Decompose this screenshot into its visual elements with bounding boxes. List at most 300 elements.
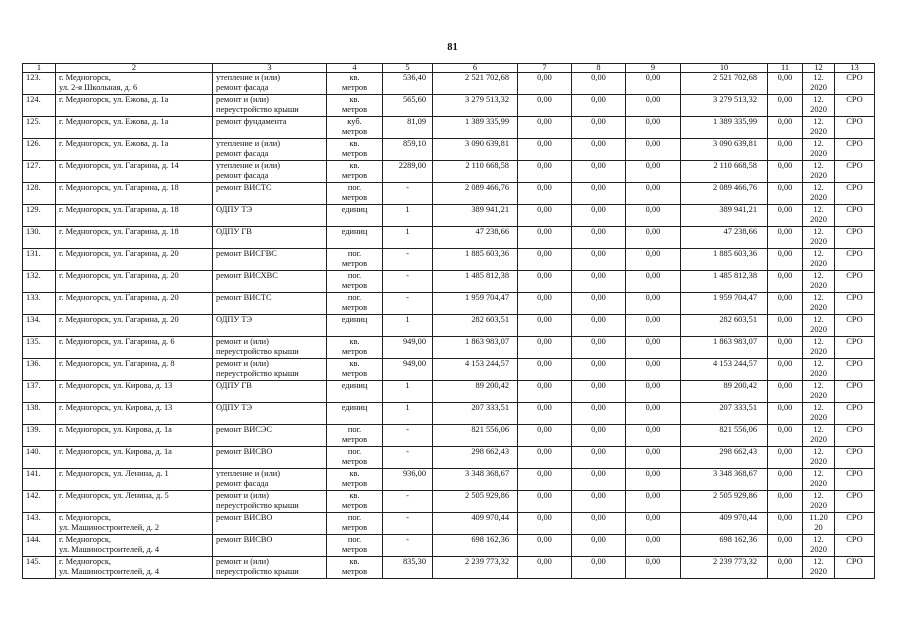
completion-date-line: 2020: [810, 566, 827, 576]
completion-date-cell: [803, 117, 835, 139]
work-type-cell: [213, 315, 327, 337]
fund-method-cell: СРО: [835, 271, 875, 293]
column-number-header: [23, 64, 875, 73]
row-number-cell: 129.: [23, 205, 56, 227]
local-budget-cell: 0,00: [626, 271, 681, 293]
address-line: г. Медногорск, ул. Гагарина, д. 6: [59, 337, 175, 346]
header-cell: 9: [626, 64, 681, 73]
fund-method-cell: СРО: [835, 491, 875, 513]
fund-method-cell: СРО: [835, 183, 875, 205]
unit-cell: [327, 249, 383, 271]
owners-funds-cell: 3 090 639,81: [681, 139, 768, 161]
budget-cell: 0,00: [572, 315, 626, 337]
completion-date-line: 12.: [813, 359, 824, 368]
total-cost-cell: 207 333,51: [433, 403, 518, 425]
fund-cell: 0,00: [518, 381, 572, 403]
table-row: [23, 491, 875, 513]
fund-method-cell: СРО: [835, 227, 875, 249]
completion-date-line: 2020: [810, 280, 827, 290]
quantity-cell: -: [383, 535, 433, 557]
completion-date-cell: [803, 359, 835, 381]
owners-funds-cell: 1 485 812,38: [681, 271, 768, 293]
fund-cell: 0,00: [518, 425, 572, 447]
work-type-line: ремонт ВИСТС: [216, 183, 272, 192]
row-number-cell: 139.: [23, 425, 56, 447]
unit-line: кв.: [349, 491, 360, 500]
address-line: ул. 2-я Школьная, д. 6: [59, 82, 138, 92]
owners-funds-cell: 4 153 244,57: [681, 359, 768, 381]
budget-cell: 0,00: [572, 513, 626, 535]
unit-cell: [327, 491, 383, 513]
unit-cell: [327, 315, 383, 337]
completion-date-line: 12.: [813, 271, 824, 280]
table-row: [23, 337, 875, 359]
table-row: [23, 315, 875, 337]
work-type-cell: [213, 491, 327, 513]
fund-cell: 0,00: [518, 227, 572, 249]
budget-cell: 0,00: [572, 117, 626, 139]
completion-date-cell: [803, 293, 835, 315]
unit-line: метров: [341, 170, 368, 180]
budget-cell: 0,00: [572, 447, 626, 469]
completion-date-line: 12.: [813, 491, 824, 500]
table-row: [23, 205, 875, 227]
row-number-cell: 142.: [23, 491, 56, 513]
fund-method-cell: СРО: [835, 249, 875, 271]
work-type-line: переустройство крыши: [216, 368, 299, 378]
completion-date-line: 2020: [810, 434, 827, 444]
row-number-cell: 135.: [23, 337, 56, 359]
quantity-cell: 1: [383, 315, 433, 337]
budget-cell: 0,00: [572, 337, 626, 359]
work-type-line: ОДПУ ГВ: [216, 381, 252, 390]
completion-date-cell: [803, 315, 835, 337]
completion-date-line: 12.: [813, 403, 824, 412]
unit-line: куб.: [347, 117, 362, 126]
address-cell: [56, 469, 213, 491]
completion-date-line: 2020: [810, 104, 827, 114]
budget-cell: 0,00: [572, 73, 626, 95]
fund-cell: 0,00: [518, 293, 572, 315]
header-cell: 6: [433, 64, 518, 73]
owners-funds-cell: 2 239 773,32: [681, 557, 768, 579]
table-row: [23, 271, 875, 293]
fund-cell: 0,00: [518, 447, 572, 469]
total-cost-cell: 4 153 244,57: [433, 359, 518, 381]
fund-cell: 0,00: [518, 271, 572, 293]
owners-funds-cell: 1 389 335,99: [681, 117, 768, 139]
fund-method-cell: СРО: [835, 293, 875, 315]
budget-cell: 0,00: [572, 381, 626, 403]
address-cell: [56, 403, 213, 425]
unit-cell: [327, 403, 383, 425]
unit-line: единиц: [341, 403, 368, 412]
work-type-line: ремонт фасада: [216, 170, 269, 180]
unit-line: кв.: [349, 139, 360, 148]
local-budget-cell: 0,00: [626, 73, 681, 95]
owners-funds-cell: 2 521 702,68: [681, 73, 768, 95]
address-cell: [56, 205, 213, 227]
completion-date-line: 2020: [810, 412, 827, 422]
total-cost-cell: 2 505 929,86: [433, 491, 518, 513]
other-funds-cell: 0,00: [768, 293, 803, 315]
completion-date-line: 2020: [810, 302, 827, 312]
owners-funds-cell: 2 110 668,58: [681, 161, 768, 183]
address-line: г. Медногорск, ул. Ленина, д. 1: [59, 469, 169, 478]
address-cell: [56, 337, 213, 359]
work-type-line: ремонт фасада: [216, 82, 269, 92]
work-type-line: переустройство крыши: [216, 566, 299, 576]
completion-date-line: 12.: [813, 227, 824, 236]
unit-cell: [327, 557, 383, 579]
other-funds-cell: 0,00: [768, 205, 803, 227]
completion-date-line: 12.: [813, 161, 824, 170]
budget-cell: 0,00: [572, 491, 626, 513]
owners-funds-cell: 1 885 603,36: [681, 249, 768, 271]
address-cell: [56, 117, 213, 139]
completion-date-cell: [803, 271, 835, 293]
budget-cell: 0,00: [572, 139, 626, 161]
work-type-line: ремонт фундамента: [216, 117, 287, 126]
work-type-cell: [213, 293, 327, 315]
total-cost-cell: 2 089 466,76: [433, 183, 518, 205]
other-funds-cell: 0,00: [768, 315, 803, 337]
completion-date-cell: [803, 403, 835, 425]
address-line: г. Медногорск,: [59, 557, 112, 566]
unit-cell: [327, 73, 383, 95]
unit-line: единиц: [341, 381, 368, 390]
unit-line: пог.: [347, 535, 362, 544]
quantity-cell: 949,00: [383, 337, 433, 359]
local-budget-cell: 0,00: [626, 139, 681, 161]
work-type-cell: [213, 183, 327, 205]
completion-date-line: 2020: [810, 544, 827, 554]
local-budget-cell: 0,00: [626, 425, 681, 447]
completion-date-cell: [803, 183, 835, 205]
quantity-cell: 565,60: [383, 95, 433, 117]
address-line: г. Медногорск,: [59, 535, 112, 544]
total-cost-cell: 1 885 603,36: [433, 249, 518, 271]
unit-cell: [327, 183, 383, 205]
budget-cell: 0,00: [572, 557, 626, 579]
owners-funds-cell: 2 089 466,76: [681, 183, 768, 205]
quantity-cell: -: [383, 447, 433, 469]
other-funds-cell: 0,00: [768, 535, 803, 557]
other-funds-cell: 0,00: [768, 557, 803, 579]
local-budget-cell: 0,00: [626, 183, 681, 205]
local-budget-cell: 0,00: [626, 403, 681, 425]
completion-date-line: 12.: [813, 249, 824, 258]
completion-date-line: 2020: [810, 126, 827, 136]
table-row: [23, 95, 875, 117]
fund-method-cell: СРО: [835, 425, 875, 447]
unit-line: метров: [341, 544, 368, 554]
fund-cell: 0,00: [518, 491, 572, 513]
other-funds-cell: 0,00: [768, 183, 803, 205]
owners-funds-cell: 298 662,43: [681, 447, 768, 469]
budget-cell: 0,00: [572, 249, 626, 271]
fund-method-cell: СРО: [835, 513, 875, 535]
other-funds-cell: 0,00: [768, 491, 803, 513]
local-budget-cell: 0,00: [626, 491, 681, 513]
quantity-cell: 536,40: [383, 73, 433, 95]
address-cell: [56, 359, 213, 381]
completion-date-line: 12.: [813, 337, 824, 346]
work-type-line: утепление и (или): [216, 161, 281, 170]
completion-date-cell: [803, 161, 835, 183]
unit-line: метров: [341, 368, 368, 378]
row-number-cell: 141.: [23, 469, 56, 491]
completion-date-cell: [803, 139, 835, 161]
work-type-line: ремонт ВИСВО: [216, 513, 273, 522]
address-line: г. Медногорск, ул. Гагарина, д. 20: [59, 271, 179, 280]
unit-line: метров: [341, 258, 368, 268]
other-funds-cell: 0,00: [768, 469, 803, 491]
fund-method-cell: СРО: [835, 73, 875, 95]
work-type-cell: [213, 403, 327, 425]
table-row: [23, 425, 875, 447]
table-row: [23, 183, 875, 205]
budget-cell: 0,00: [572, 403, 626, 425]
address-line: ул. Машиностроителей, д. 4: [59, 544, 160, 554]
other-funds-cell: 0,00: [768, 337, 803, 359]
unit-line: метров: [341, 148, 368, 158]
completion-date-line: 2020: [810, 258, 827, 268]
local-budget-cell: 0,00: [626, 293, 681, 315]
owners-funds-cell: 3 348 368,67: [681, 469, 768, 491]
quantity-cell: 1: [383, 403, 433, 425]
row-number-cell: 144.: [23, 535, 56, 557]
other-funds-cell: 0,00: [768, 447, 803, 469]
fund-cell: 0,00: [518, 161, 572, 183]
work-type-cell: [213, 249, 327, 271]
work-type-line: ремонт ВИСВО: [216, 535, 273, 544]
page-number: 81: [447, 42, 458, 53]
address-cell: [56, 557, 213, 579]
local-budget-cell: 0,00: [626, 535, 681, 557]
total-cost-cell: 1 389 335,99: [433, 117, 518, 139]
owners-funds-cell: 698 162,36: [681, 535, 768, 557]
other-funds-cell: 0,00: [768, 513, 803, 535]
completion-date-line: 12.: [813, 73, 824, 82]
address-line: ул. Машиностроителей, д. 4: [59, 566, 160, 576]
table-row: [23, 381, 875, 403]
table-row: [23, 227, 875, 249]
address-cell: [56, 293, 213, 315]
total-cost-cell: 3 348 368,67: [433, 469, 518, 491]
address-cell: [56, 491, 213, 513]
table-row: [23, 359, 875, 381]
unit-line: пог.: [347, 183, 362, 192]
local-budget-cell: 0,00: [626, 513, 681, 535]
fund-method-cell: СРО: [835, 337, 875, 359]
budget-cell: 0,00: [572, 205, 626, 227]
unit-line: метров: [341, 500, 368, 510]
address-line: г. Медногорск,: [59, 513, 112, 522]
table-row: [23, 249, 875, 271]
work-type-cell: [213, 337, 327, 359]
owners-funds-cell: 821 556,06: [681, 425, 768, 447]
header-cell: 12: [803, 64, 835, 73]
completion-date-line: 12.: [813, 425, 824, 434]
total-cost-cell: 698 162,36: [433, 535, 518, 557]
address-line: г. Медногорск, ул. Ежова, д. 1а: [59, 117, 169, 126]
address-cell: [56, 425, 213, 447]
quantity-cell: -: [383, 293, 433, 315]
table-row: [23, 161, 875, 183]
completion-date-line: 12.: [813, 293, 824, 302]
total-cost-cell: 1 863 983,07: [433, 337, 518, 359]
unit-line: кв.: [349, 337, 360, 346]
completion-date-line: 2020: [810, 170, 827, 180]
header-cell: 5: [383, 64, 433, 73]
address-line: г. Медногорск, ул. Кирова, д. 13: [59, 403, 173, 412]
unit-line: метров: [341, 346, 368, 356]
fund-cell: 0,00: [518, 535, 572, 557]
local-budget-cell: 0,00: [626, 95, 681, 117]
row-number-cell: 133.: [23, 293, 56, 315]
total-cost-cell: 298 662,43: [433, 447, 518, 469]
completion-date-line: 12.: [813, 447, 824, 456]
local-budget-cell: 0,00: [626, 161, 681, 183]
address-line: г. Медногорск, ул. Кирова, д. 1а: [59, 447, 172, 456]
table-row: [23, 73, 875, 95]
quantity-cell: 2289,00: [383, 161, 433, 183]
completion-date-line: 12.: [813, 381, 824, 390]
work-type-line: ремонт и (или): [216, 337, 269, 346]
row-number-cell: 128.: [23, 183, 56, 205]
work-type-line: ремонт ВИСЭС: [216, 425, 272, 434]
completion-date-line: 2020: [810, 214, 827, 224]
fund-cell: 0,00: [518, 359, 572, 381]
unit-line: кв.: [349, 95, 360, 104]
fund-method-cell: СРО: [835, 403, 875, 425]
address-line: г. Медногорск, ул. Гагарина, д. 20: [59, 315, 179, 324]
total-cost-cell: 2 239 773,32: [433, 557, 518, 579]
fund-method-cell: СРО: [835, 469, 875, 491]
work-type-cell: [213, 557, 327, 579]
table-row: [23, 557, 875, 579]
other-funds-cell: 0,00: [768, 381, 803, 403]
address-cell: [56, 227, 213, 249]
address-cell: [56, 73, 213, 95]
completion-date-line: 12.: [813, 95, 824, 104]
completion-date-cell: [803, 337, 835, 359]
unit-cell: [327, 359, 383, 381]
total-cost-cell: 282 603,51: [433, 315, 518, 337]
row-number-cell: 124.: [23, 95, 56, 117]
work-type-line: ремонт ВИСТС: [216, 293, 272, 302]
unit-cell: [327, 95, 383, 117]
table-row: [23, 469, 875, 491]
budget-cell: 0,00: [572, 293, 626, 315]
total-cost-cell: 821 556,06: [433, 425, 518, 447]
unit-cell: [327, 139, 383, 161]
table-row: [23, 139, 875, 161]
work-type-line: ремонт ВИСВО: [216, 447, 273, 456]
completion-date-line: 12.: [813, 469, 824, 478]
fund-method-cell: СРО: [835, 139, 875, 161]
owners-funds-cell: 47 238,66: [681, 227, 768, 249]
address-cell: [56, 95, 213, 117]
unit-line: пог.: [347, 425, 362, 434]
fund-cell: 0,00: [518, 139, 572, 161]
total-cost-cell: 389 941,21: [433, 205, 518, 227]
address-line: г. Медногорск, ул. Гагарина, д. 18: [59, 227, 179, 236]
address-cell: [56, 381, 213, 403]
local-budget-cell: 0,00: [626, 227, 681, 249]
budget-cell: 0,00: [572, 359, 626, 381]
budget-cell: 0,00: [572, 271, 626, 293]
unit-line: метров: [341, 82, 368, 92]
completion-date-cell: [803, 469, 835, 491]
unit-line: кв.: [349, 161, 360, 170]
address-line: г. Медногорск, ул. Ленина, д. 5: [59, 491, 169, 500]
unit-line: метров: [341, 126, 368, 136]
address-cell: [56, 183, 213, 205]
fund-cell: 0,00: [518, 513, 572, 535]
fund-cell: 0,00: [518, 117, 572, 139]
work-type-line: ОДПУ ТЭ: [216, 315, 253, 324]
budget-cell: 0,00: [572, 183, 626, 205]
unit-line: единиц: [341, 205, 368, 214]
completion-date-cell: [803, 491, 835, 513]
unit-cell: [327, 535, 383, 557]
other-funds-cell: 0,00: [768, 271, 803, 293]
row-number-cell: 131.: [23, 249, 56, 271]
fund-cell: 0,00: [518, 183, 572, 205]
address-line: г. Медногорск, ул. Кирова, д. 1а: [59, 425, 172, 434]
address-cell: [56, 249, 213, 271]
unit-line: метров: [341, 104, 368, 114]
completion-date-line: 2020: [810, 500, 827, 510]
address-cell: [56, 161, 213, 183]
completion-date-cell: [803, 227, 835, 249]
quantity-cell: 1: [383, 381, 433, 403]
address-cell: [56, 513, 213, 535]
budget-cell: 0,00: [572, 535, 626, 557]
unit-line: метров: [341, 434, 368, 444]
unit-cell: [327, 425, 383, 447]
quantity-cell: -: [383, 513, 433, 535]
fund-method-cell: СРО: [835, 535, 875, 557]
row-number-cell: 138.: [23, 403, 56, 425]
owners-funds-cell: 389 941,21: [681, 205, 768, 227]
local-budget-cell: 0,00: [626, 447, 681, 469]
local-budget-cell: 0,00: [626, 117, 681, 139]
owners-funds-cell: 3 279 513,32: [681, 95, 768, 117]
completion-date-line: 2020: [810, 324, 827, 334]
completion-date-line: 12.: [813, 183, 824, 192]
unit-cell: [327, 381, 383, 403]
fund-cell: 0,00: [518, 403, 572, 425]
quantity-cell: 936,00: [383, 469, 433, 491]
fund-method-cell: СРО: [835, 315, 875, 337]
row-number-cell: 145.: [23, 557, 56, 579]
work-type-line: ремонт и (или): [216, 95, 269, 104]
unit-line: кв.: [349, 359, 360, 368]
quantity-cell: 949,00: [383, 359, 433, 381]
unit-line: метров: [341, 522, 368, 532]
header-cell: 10: [681, 64, 768, 73]
address-line: г. Медногорск, ул. Кирова, д. 13: [59, 381, 173, 390]
work-type-cell: [213, 205, 327, 227]
work-type-cell: [213, 73, 327, 95]
unit-line: пог.: [347, 447, 362, 456]
owners-funds-cell: 409 970,44: [681, 513, 768, 535]
completion-date-line: 12.: [813, 139, 824, 148]
work-type-line: переустройство крыши: [216, 500, 299, 510]
